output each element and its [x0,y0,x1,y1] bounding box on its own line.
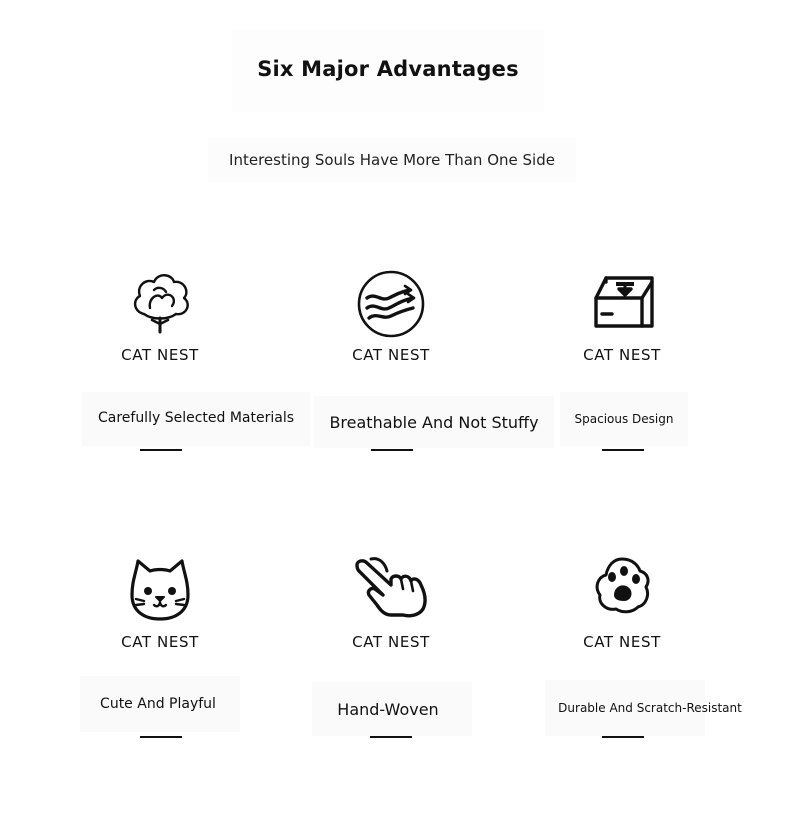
paw-icon [592,555,652,615]
feature-description: Cute And Playful [100,696,216,712]
feature-underline [370,736,412,738]
feature-label: CAT NEST [583,633,661,651]
subtitle-panel [208,138,576,182]
feature-card-materials [45,268,275,498]
feature-description: Hand-Woven [337,699,439,719]
feature-card-handwoven [276,555,506,785]
feature-label: CAT NEST [121,633,199,651]
feature-card-cute [45,555,275,785]
cotton-icon [124,268,196,340]
feature-card-breathable [276,268,506,498]
feature-card-spacious [507,268,737,498]
feature-description-box [312,682,472,736]
feature-underline [602,449,644,451]
feature-underline [602,736,644,738]
feature-label: CAT NEST [583,346,661,364]
feature-underline [140,736,182,738]
pointing-hand-icon [351,555,431,627]
feature-underline [140,449,182,451]
feature-description: Breathable And Not Stuffy [329,412,539,432]
page-subtitle: Interesting Souls Have More Than One Side [229,151,555,169]
feature-description-box [80,676,240,732]
feature-description: Spacious Design [574,412,674,426]
feature-label: CAT NEST [352,633,430,651]
feature-description-box [545,680,742,736]
feature-underline [371,449,413,451]
feature-card-durable [507,555,737,785]
feature-description-box [560,392,688,446]
feature-label: CAT NEST [352,346,430,364]
feature-label: CAT NEST [121,346,199,364]
page-title: Six Major Advantages [257,57,519,81]
feature-description: Durable And Scratch-Resistant [558,701,742,715]
cat-face-icon [124,555,196,627]
feature-description: Carefully Selected Materials [97,410,295,426]
airflow-icon [355,268,427,340]
open-box-icon [586,268,658,340]
title-panel [232,30,544,112]
